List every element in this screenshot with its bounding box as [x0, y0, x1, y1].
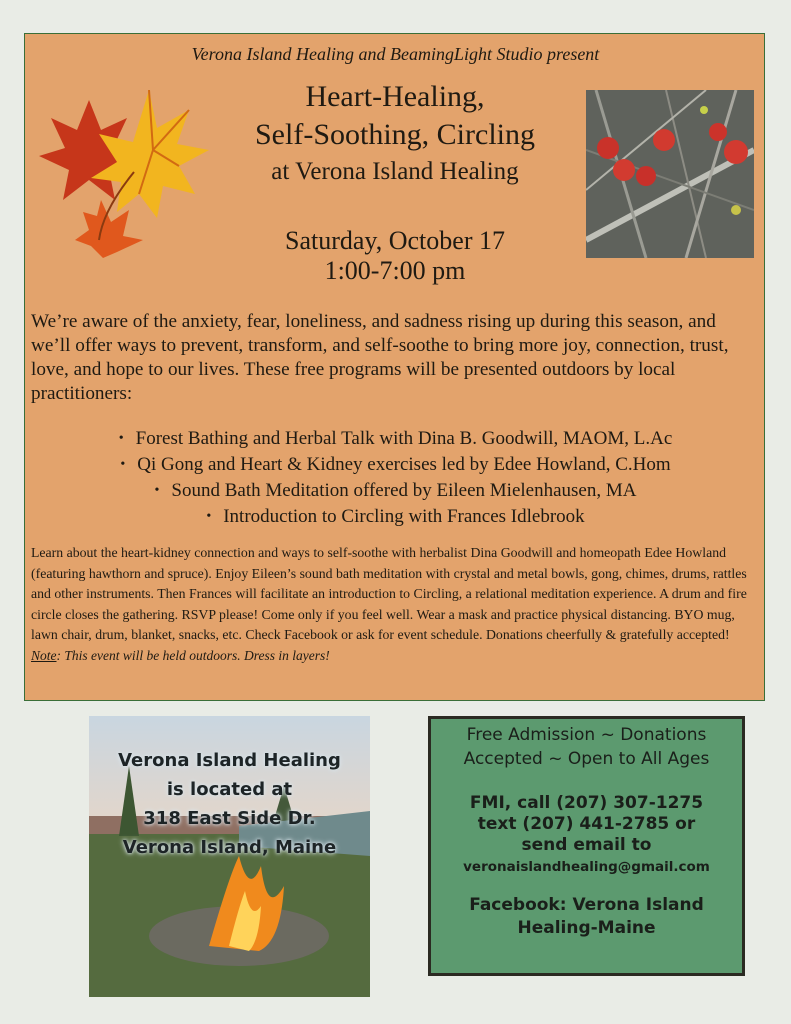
- program-text: Qi Gong and Heart & Kidney exercises led by Edee Howland, C.Hom: [137, 454, 671, 475]
- program-text: Introduction to Circling with Frances Idlebrook: [223, 506, 585, 527]
- facebook-line-1: Facebook: Verona Island: [469, 895, 704, 915]
- location-line-1: Verona Island Healing: [118, 750, 341, 771]
- admission-line-1: Free Admission ~ Donations: [466, 725, 707, 745]
- bullet-icon: •: [154, 483, 160, 498]
- title-line-3: at Verona Island Healing: [271, 158, 519, 185]
- text-line: text (207) 441-2785 or: [477, 814, 696, 834]
- list-item: [25, 504, 766, 530]
- note-text: : This event will be held outdoors. Dress in layers!: [56, 647, 330, 663]
- facebook-line-2: Healing-Maine: [517, 918, 656, 938]
- details-body: Learn about the heart-kidney connection and ways to self-soothe with herbalist Dina Goodwill and homeopath Edee Howland (featuring hawthorn and spruce). Enjoy Eileen’s sound bath meditation with crystal and metal bowls, gong, chimes, drums, rattles and other instruments. Then Frances will facilitate an introduction to Circling, a relational meditation experience. A drum and fire circle closes the gathering. RSVP please! Come only if you feel well. Wear a mask and practice physical distancing. BYO mug, lawn chair, drum, blanket, snacks, etc. Check Facebook or ask for event schedule. Donations cheerfully & gratefully accepted!: [31, 545, 747, 642]
- bullet-icon: •: [206, 509, 212, 524]
- event-time: 1:00-7:00 pm: [324, 256, 466, 285]
- presenters-line: Verona Island Healing and BeamingLight Studio present: [191, 44, 600, 64]
- list-item: [25, 478, 766, 504]
- program-text: Sound Bath Meditation offered by Eileen Mielenhausen, MA: [171, 480, 637, 501]
- contact-info: [431, 793, 742, 856]
- bullet-icon: •: [120, 457, 126, 472]
- email-address: veronaislandhealing@gmail.com: [463, 859, 710, 875]
- details-paragraph: [31, 543, 761, 666]
- rose-hip-berries-photo: [586, 90, 754, 258]
- event-flyer-panel: [24, 33, 765, 701]
- list-item: [25, 426, 766, 452]
- bullet-icon: •: [118, 431, 124, 446]
- event-date-time: [215, 226, 575, 286]
- program-list: [25, 426, 766, 530]
- event-title: [215, 78, 575, 190]
- autumn-leaves-illustration: [39, 90, 209, 260]
- location-line-4: Verona Island, Maine: [122, 837, 337, 858]
- info-box: [428, 716, 745, 976]
- phone-line: FMI, call (207) 307-1275: [469, 793, 704, 813]
- location-line-3: 318 East Side Dr.: [143, 808, 316, 829]
- program-text: Forest Bathing and Herbal Talk with Dina B. Goodwill, MAOM, L.Ac: [135, 428, 673, 449]
- title-line-2: Self-Soothing, Circling: [255, 118, 535, 151]
- note-label: Note: [31, 647, 57, 663]
- event-date: Saturday, October 17: [285, 226, 505, 255]
- title-line-1: Heart-Healing,: [305, 80, 485, 113]
- location-caption: [89, 746, 370, 862]
- list-item: [25, 452, 766, 478]
- intro-paragraph: We’re aware of the anxiety, fear, loneliness, and sadness rising up during this season, and we’ll offer ways to prevent, transform, and self-soothe to bring more joy, connection, trust, love, and hope to our lives. These free programs will be presented outdoors by local practitioners:: [31, 311, 729, 404]
- admission-info: [431, 723, 742, 771]
- facebook-info: [431, 894, 742, 940]
- location-line-2: is located at: [166, 779, 293, 800]
- location-photo: [89, 716, 370, 997]
- admission-line-2: Accepted ~ Open to All Ages: [463, 749, 710, 769]
- berry-photo-graphic: [586, 90, 754, 258]
- email-intro-line: send email to: [521, 835, 652, 855]
